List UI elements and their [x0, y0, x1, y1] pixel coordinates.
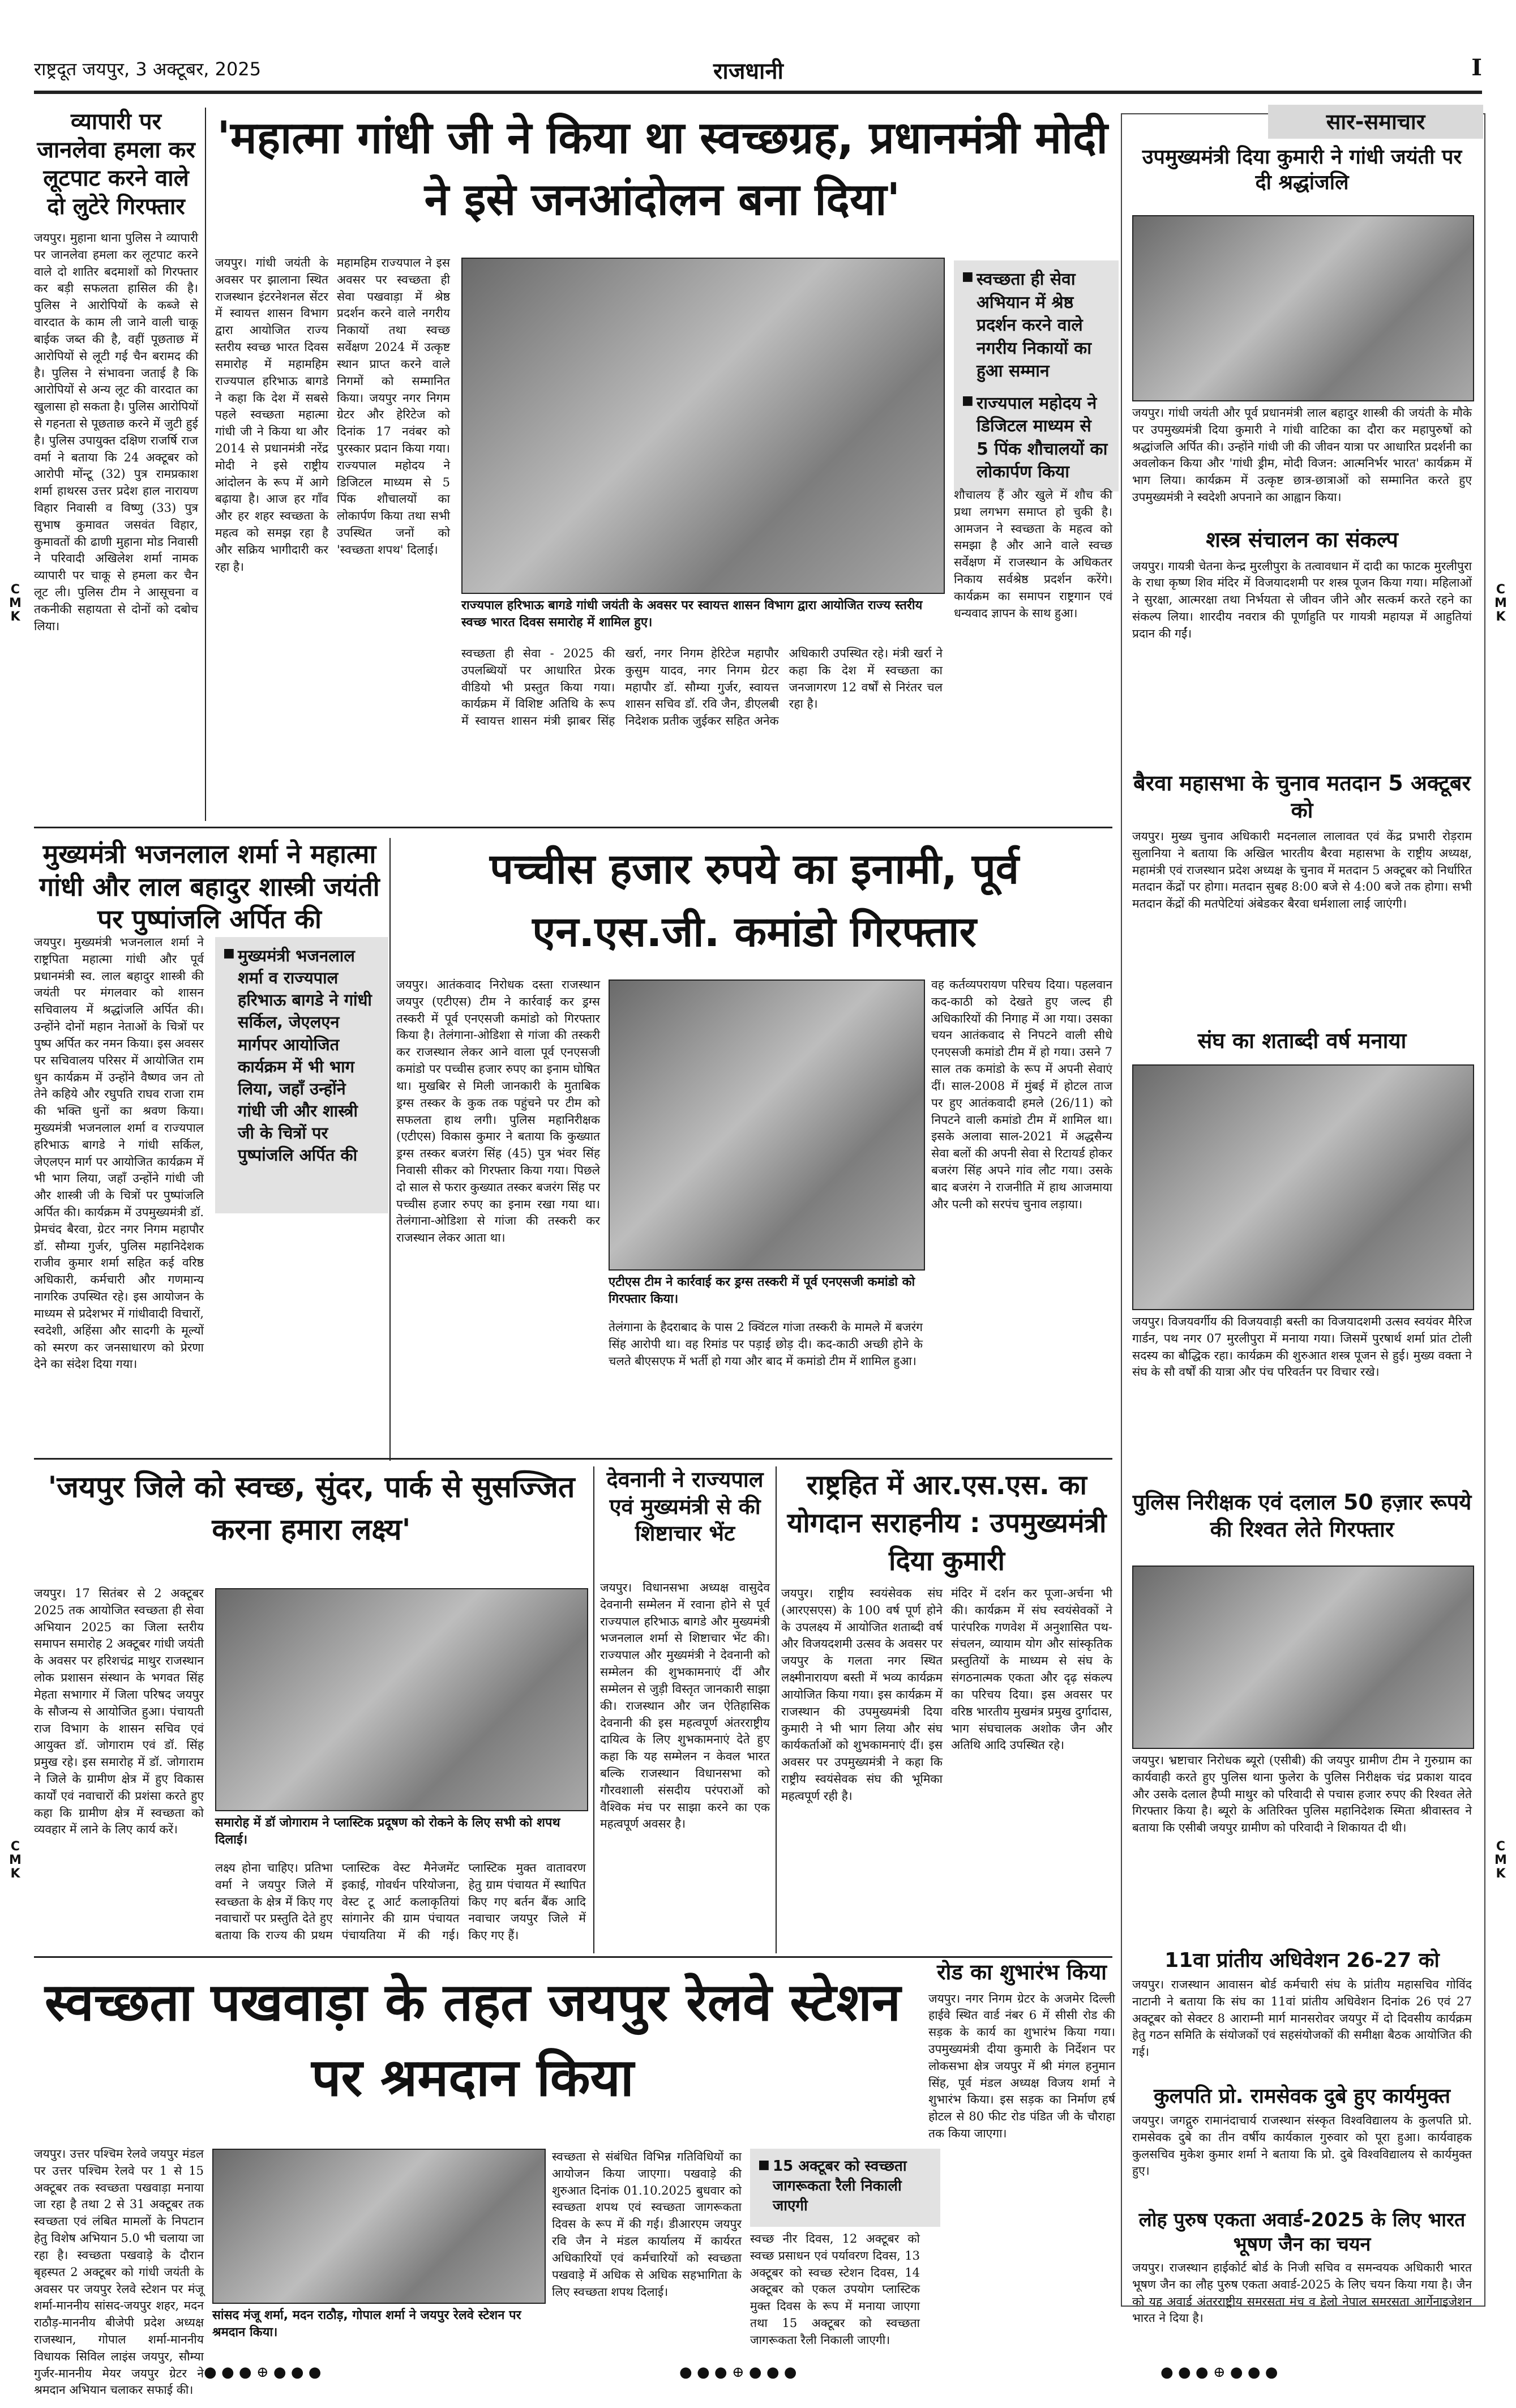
header-page-number: I [1471, 54, 1482, 81]
jaipur-clean-body-right-wrap [215, 1860, 586, 1951]
rss-body-right: मंदिर में दर्शन कर पूजा-अर्चना भी की। कार्यक्रम में संघ स्वयंसेवकों ने पारंपरिक गणवेश में अनुशासित पथ-संचलन, व्यायाम योग और सांस्कृतिक प्रस्तुतियों के माध्यम से संघ के संगठनात्मक एकता और दृढ़ संकल्प का परिचय दिया। इस अवसर पर वरिष्ठ भारतीय मुखमंत्र प्रमुख दुर्गादास, भाग संघचालक अशोक जैन और अतिथि आदि उपस्थित रहे। [951, 1586, 1112, 1752]
column-divider [389, 838, 391, 1461]
rss-body: जयपुर। राष्ट्रीय स्वयंसेवक संघ (आरएसएस) के 100 वर्ष पूर्ण होने के उपलक्ष्य में आयोजित शताब्दी वर्ष और विजयदशमी उत्सव के अवसर पर जयपुर के गलता नगर स्थित लक्ष्मीनारायण बस्ती में भव्य कार्यक्रम आयोजित किया गया। इस कार्यक्रम में राजस्थान की उपमुख्यमंत्री दिया कुमारी ने भी भाग लिया और संघ कार्यकर्ताओं को शुभकामनाएं दीं। इस अवसर पर उपमुख्यमंत्री ने कहा कि राष्ट्रीय स्वयंसेवक संघ की भूमिका महत्वपूर्ण रही है। [781, 1586, 943, 1803]
jaipur-clean-headline-box [34, 1466, 589, 1580]
rail-body-wrap [34, 2146, 204, 2397]
commando-body: जयपुर। आतंकवाद निरोधक दस्ता राजस्थान जयपुर (एटीएस) टीम ने कार्रवाई कर ड्रग्स तस्करी में पूर्व एनएसजी कमांडो को गिरफ्तार किया है। तेलंगाना-ओडिशा से गांजा की तस्करी कर राजस्थान लेकर आने वाला पूर्व एनएसजी कमांडो पर पच्चीस हजार रुपए का इनाम घोषित था। मुखबिर से मिली जानकारी के मुताबिक ड्रग्स तस्कर के कुक तक पहुंचने पर टीम को सफलता हाथ लगी। पुलिस महानिरीक्षक (एटीएस) विकास कुमार ने बताया कि कुख्यात ड्रग्स तस्कर बजरंग सिंह (45) पुत्र भंवर सिंह निवासी सीकर को गिरफ्तार किया गया। पिछले दो साल से फरार कुख्यात तस्कर बजरंग सिंह पर पच्चीस हजार रुपए का इनाम रखा गया था। तेलंगाना-ओडिशा से गांजा की तस्करी कर राजस्थान लेकर आता था। [396, 978, 600, 1245]
section-divider [34, 1458, 1112, 1460]
sidebar-item-7 [1132, 1948, 1472, 2078]
commando-body-right-wrap [931, 977, 1112, 1447]
jaipur-clean-headline: 'जयपुर जिले को स्वच्छ, सुंदर, पार्क से सुसज्जित करना हमारा लक्ष्य' [48, 1470, 575, 1547]
sidebar-item-8-body: जयपुर। जगद्गुरु रामानंदाचार्य राजस्थान संस्कृत विश्वविद्यालय के कुलपति प्रो. रामसेवक दुबे का तीन वर्षीय कार्यकाल गुरुवार को पूरा हुआ। कार्यवाहक कुलसचिव मुकेश कुमार शर्मा ने बताया कि प्रो. दुबे विश्वविद्यालय से कार्यमुक्त हुए। [1132, 2114, 1472, 2178]
margin-marks-left-bottom: C M K [9, 1840, 22, 1881]
cm-body-wrap [34, 934, 204, 1444]
rail-headline: स्वच्छता पखवाड़ा के तहत जयपुर रेलवे स्टेशन पर श्रमदान किया [44, 1972, 901, 2108]
rail-body-right: स्वच्छ नीर दिवस, 12 अक्टूबर को स्वच्छ प्रसाधन एवं पर्यावरण दिवस, 13 अक्टूबर को स्वच्छ स्टेशन दिवस, 14 अक्टूबर को एकल उपयोग प्लास्टिक मुक्त दिवस के रूप में मनाया जाएगा तथा 15 अक्टूबर को स्वच्छता जागरूकता रैली निकाली जाएगी। [750, 2232, 920, 2347]
sidebar-photo-2 [1132, 1064, 1474, 1310]
footer-registration-marks: ● ● ● ⊕ ● ● ● [204, 2364, 322, 2381]
commando-body-mid: तेलंगाना के हैदराबाद के पास 2 क्विंटल गांजा तस्करी के मामले में बजरंग सिंह आरोपी था। वह रिमांड पर पड़ाई छोड़ दी। कद-काठी अच्छी होने के चलते बीएसएफ में भर्ती हो गया और बाद में कमांडो टीम में शामिल हुआ। [609, 1320, 923, 1368]
margin-marks-left-top: C M K [9, 583, 22, 625]
footer-registration-marks: ● ● ● ⊕ ● ● ● [1160, 2364, 1278, 2381]
sidebar-item-2 [1132, 527, 1472, 764]
sidebar-item-7-body: जयपुर। राजस्थान आवासन बोर्ड कर्मचारी संघ के प्रांतीय महासचिव गोविंद नाटानी ने बताया कि संघ का 11वां प्रांतीय अधिवेशन दिनांक 26 एवं 27 अक्टूबर को सेक्टर 8 आराम्नी मार्ग मानसरोवर जयपुर में दो दिवसीय कार्यक्रम हेतु गठन समिति के संयोजकों एवं सहसंयोजकों की समीक्षा बैठक आयोजित की गई। [1132, 1978, 1472, 2059]
sidebar-item-2-headline: शस्त्र संचालन का संकल्प [1206, 527, 1398, 552]
sidebar-item-6-body: जयपुर। नगर निगम ग्रेटर के अजमेर दिल्ली हाईवे स्थित वार्ड नंबर 6 में सीसी रोड की सड़क के कार्य का शुभारंभ किया गया। उपमुख्यमंत्री दीया कुमारी के निर्देशन पर लोकसभा क्षेत्र जयपुर में श्री मंगल हनुमान सिंह, पूर्व मंडल अध्यक्ष विजय शर्मा ने शुभारंभ किया। इस सड़क का निर्माण हर्ष होटल से 80 फीट रोड पंडित जी के चौराहा तक किया जाएगा। [928, 1991, 1115, 2140]
cm-headline: मुख्यमंत्री भजनलाल शर्मा ने महात्मा गांधी और लाल बहादुर शास्त्री जयंती पर पुष्पांजलि अर्पित की [39, 839, 380, 934]
rail-photo [212, 2149, 546, 2304]
sidebar-item-6-headline: रोड का शुभारंभ किया [937, 1960, 1107, 1984]
rss-headline: राष्ट्रहित में आर.एस.एस. का योगदान सराहनीय : उपमुख्यमंत्री दिया कुमारी [787, 1469, 1107, 1577]
robbery-headline: व्यापारी पर जानलेवा हमला कर लूटपाट करने वाले दो लुटेरे गिरफ्तार [37, 109, 195, 220]
rss-body-right-wrap [951, 1585, 1112, 1948]
rail-body-right-wrap [750, 2231, 920, 2355]
lead-photo-caption: राज्यपाल हरिभाऊ बागडे गांधी जयंती के अवसर पर स्वायत्त शासन विभाग द्वारा आयोजित राज्य स्तरीय स्वच्छ भारत दिवस समारोह में शामिल हुए। [461, 598, 923, 630]
sidebar-item-5-body: जयपुर। भ्रष्टाचार निरोधक ब्यूरो (एसीबी) की जयपुर ग्रामीण टीम ने गुरुग्राम का कार्यवाही करते हुए पुलिस थाना फुलेरा के पुलिस निरीक्षक चंद्र प्रकाश यादव और उसके दलाल हैप्पी माथुर को परिवादी से पचास हजार रुपए की रिश्वत लेते गिरफ्तार किया है। ब्यूरो के अतिरिक्त पुलिस महानिदेशक स्मिता श्रीवास्तव ने बताया कि एसीबी जयपुर ग्रामीण को परिवादी ने शिकायत दी थी। [1132, 1753, 1472, 1835]
column-divider [776, 1466, 777, 1953]
lead-highlight-2: ■ राज्यपाल महोदय ने डिजिटल माध्यम से 5 पिंक शौचालयों का लोकार्पण किया [964, 392, 1108, 484]
lead-body-bottom: स्वच्छता ही सेवा - 2025 की उपलब्धियों पर आधारित प्रेरक वीडियो भी प्रस्तुत किया गया। कार्यक्रम में विशिष्ट अतिथि के रूप में स्वायत्त शासन मंत्री झाबर सिंह खर्रा, नगर निगम हेरिटेज महापौर कुसुम यादव, नगर निगम ग्रेटर महापौर डॉ. सौम्या गुर्जर, स्वायत्त शासन सचिव डॉ. रवि जैन, डीएलबी निदेशक प्रतीक जुईकर सहित अनेक अधिकारी उपस्थित रहे। मंत्री खर्रा ने कहा कि देश में स्वच्छता का जनजागरण 12 वर्षों से निरंतर चल रहा है। [461, 647, 943, 728]
lead-body-left-wrap [215, 255, 328, 651]
section-divider [34, 1956, 1112, 1958]
commando-photo [609, 980, 925, 1271]
column-divider [593, 1466, 594, 1953]
header-section: राजधानी [713, 58, 783, 84]
lead-body-mid: महामहिम राज्यपाल ने इस अवसर पर स्वच्छता ही सेवा पखवाड़ा में श्रेष्ठ प्रदर्शन करने वाले नगरीय निकायों तथा स्वच्छ सर्वेक्षण 2024 में उत्कृष्ट स्थान प्राप्त करने वाले निगमों को सम्मानित किया। जयपुर नगर निगम ग्रेटर और हेरिटेज को दिनांक 17 नवंबर को पुरस्कार प्रदान किया गया। राज्यपाल महोदय ने डिजिटल माध्यम से 5 पिंक शौचालयों का लोकार्पण किया तथा सभी उपस्थित जनों को 'स्वच्छता शपथ' दिलाई। [337, 256, 450, 557]
sidebar-item-8-headline: कुलपति प्रो. रामसेवक दुबे हुए कार्यमुक्त [1154, 2085, 1450, 2108]
sidebar-item-5-body-wrap [1132, 1752, 1472, 1939]
cm-highlight-box [215, 937, 388, 1213]
sidebar-item-3-body: जयपुर। मुख्य चुनाव अधिकारी मदनलाल लालावत एवं केंद्र प्रभारी रोड़राम सुलानिया ने बताया कि अखिल भारतीय बैरवा महासभा के राष्ट्रीय अध्यक्ष, महामंत्री एवं राजस्थान प्रदेश अध्यक्ष के चुनाव में मतदान 5 अक्टूबर को निर्धारित मतदान केंद्रों पर होगा। मतदान सुबह 8:00 बजे से 4:00 बजे तक होगा। सभी मतदान केंद्रों की मतपेटियां अंबेडकर बैरवा धर्मशाला लाई जाएंगी। [1132, 829, 1472, 911]
commando-photo-caption: एटीएस टीम ने कार्रवाई कर ड्रग्स तस्करी में पूर्व एनएसजी कमांडो को गिरफ्तार किया। [609, 1275, 915, 1306]
sidebar-item-1 [1132, 144, 1472, 212]
sidebar-item-9 [1132, 2208, 1472, 2325]
lead-body-mid-wrap [337, 255, 450, 651]
lead-body-right-wrap [954, 487, 1112, 815]
jaipur-clean-body-wrap [34, 1585, 204, 1948]
commando-body-right: वह कर्तव्यपरायण परिचय दिया। पहलवान कद-काठी को देखते हुए जल्द ही अधिकारियों की निगाह में आ गया। उसका चयन आतंकवाद से निपटने वाली सीधे एनएसजी कमांडो टीम में हो गया। उसने 7 साल तक कमांडो के रूप में अपनी सेवाएं दीं। साल-2008 में मुंबई में होटल ताज पर हुए आतंकवादी हमले (26/11) को निपटने वाली कमांडो टीम में शामिल था। इसके अलावा साल-2021 में अद्धसैन्य सेवा बलों की अपनी सेवा से रिटायर्ड होकर बजरंग सिंह अपने गांव लौट गया। उसके बाद बजरंग ने राजनीति में हाथ आजमाया और पत्नी को सरपंच चुनाव लड़ाया। [931, 978, 1112, 1211]
sidebar-item-3 [1132, 770, 1472, 1019]
devnani-headline: देवनानी ने राज्यपाल एवं मुख्यमंत्री से की शिष्टाचार भेंट [606, 1467, 764, 1546]
sidebar-item-1-body: जयपुर। गांधी जयंती और पूर्व प्रधानमंत्री लाल बहादुर शास्त्री की जयंती के मौके पर उपमुख्यमंत्री दिया कुमारी ने गांधी वाटिका का दौरा कर महापुरुषों को श्रद्धांजलि अर्पित की। उन्होंने गांधी जी की जीवन यात्रा पर आधारित प्रदर्शनी का अवलोकन किया और 'गांधी ड्रीम, मोदी विजन: आत्मनिर्भर भारत' कार्यक्रम में भाग लिया। कार्यक्रम में उत्कृष्ट छात्र-छात्राओं को सम्मानित करते हुए उपमुख्यमंत्री ने स्वदेशी अपनाने का आह्वान किया। [1132, 406, 1472, 504]
rail-body-mid-wrap [552, 2149, 742, 2355]
commando-body-wrap [396, 977, 600, 1447]
commando-headline: पच्चीस हजार रुपये का इनामी, पूर्व एन.एस.जी. कमांडो गिरफ्तार [489, 845, 1020, 956]
rail-highlight: ■ 15 अक्टूबर को स्वच्छता जागरूकता रैली निकाली जाएगी [760, 2157, 930, 2216]
rail-headline-box [34, 1965, 911, 2135]
sidebar-item-5-headline: पुलिस निरीक्षक एवं दलाल 50 हज़ार रूपये की रिश्वत लेते गिरफ्तार [1132, 1490, 1472, 1542]
commando-headline-box [396, 838, 1112, 974]
rail-highlight-box [750, 2149, 940, 2227]
margin-marks-right-top: C M K [1494, 583, 1507, 625]
devnani-body: जयपुर। विधानसभा अध्यक्ष वासुदेव देवनानी सम्मेलन में रवाना होने से पूर्व राज्यपाल हरिभाऊ बागडे और मुख्यमंत्री भजनलाल शर्मा से शिष्टाचार भेंट की। राज्यपाल और मुख्यमंत्री ने देवनानी को सम्मेलन की शुभकामनाएं दीं और सम्मेलन से जुड़ी विस्तृत जानकारी साझा की। राजस्थान और जन ऐतिहासिक देवनानी की इस महत्वपूर्ण अंतरराष्ट्रीय दायित्व के लिए शुभकामनाएं देते हुए कहा कि यह सम्मेलन न केवल भारत बल्कि राजस्थान विधानसभा को गौरवशाली संसदीय परंपराओं को वैश्विक मंच पर साझा करने का एक महत्वपूर्ण अवसर है। [600, 1581, 770, 1831]
lead-body-right: शौचालय हैं और खुले में शौच की प्रथा लगभग समाप्त हो चुकी है। आमजन ने स्वच्छता के महत्व को समझा है और आने वाले स्वच्छ सर्वेक्षण में राजस्थान के अधिकतर निकाय सर्वश्रेष्ठ प्रदर्शन करेंगे। कार्यक्रम का समापन राष्ट्रगान एवं धन्यवाद ज्ञापन के साथ हुआ। [954, 488, 1112, 620]
page-header [34, 51, 1482, 94]
sidebar-item-9-body: जयपुर। राजस्थान हाईकोर्ट बोर्ड के निजी सचिव व समन्वयक अधिकारी भारत भूषण जैन का लौह पुरुष एकता अवार्ड-2025 के लिए चयन किया गया है। जैन को यह अवार्ड अंतरराष्ट्रीय समरसता मंच व हेलो नेपाल समरसता आर्गेनाइजेशन भारत ने दिया है। [1132, 2261, 1472, 2325]
cm-body: जयपुर। मुख्यमंत्री भजनलाल शर्मा ने राष्ट्रपिता महात्मा गांधी और पूर्व प्रधानमंत्री स्व. लाल बहादुर शास्त्री की जयंती पर मंगलवार को शासन सचिवालय में श्रद्धांजलि अर्पित की। उन्होंने दोनों महान नेताओं के चित्रों पर पुष्प अर्पित कर नमन किया। इस अवसर पर सचिवालय परिसर में आयोजित राम धुन कार्यक्रम में उन्होंने वैष्णव जन तो तेने कहिये और रघुपति राघव राजा राम की भक्ति धुनों का श्रवण किया। मुख्यमंत्री भजनलाल शर्मा व राज्यपाल हरिभाऊ बागडे ने गांधी सर्किल, जेएलएन मार्ग पर आयोजित कार्यक्रम में भी भाग लिया, जहाँ उन्होंने गांधी जी और शास्त्री जी के चित्रों पर पुष्पांजलि अर्पित की। कार्यक्रम में उपमुख्यमंत्री डॉ. प्रेमचंद बैरवा, ग्रेटर नगर निगम महापौर डॉ. सौम्या गुर्जर, पुलिस महानिदेशक राजीव कुमार शर्मा सहित कई वरिष्ठ अधिकारी, कर्मचारी और गणमान्य नागरिक उपस्थित रहे। इस आयोजन के माध्यम से प्रदेशभर में गांधीवादी विचारों, स्वदेशी, अहिंसा और सादगी के मूल्यों को स्मरण कर जनसाधारण को प्रेरणा देने का संदेश दिया गया। [34, 935, 204, 1371]
sidebar-item-6 [928, 1959, 1115, 2355]
sidebar-photo-1 [1132, 215, 1474, 401]
lead-highlights [954, 260, 1119, 491]
margin-marks-right-bottom: C M K [1494, 1840, 1507, 1881]
sidebar-item-4-body: जयपुर। विजयवर्गीय की विजयवाड़ी बस्ती का विजयादशमी उत्सव स्वयंवर मैरिज गार्डन, पथ नगर 07 मुरलीपुरा में मनाया गया। जिसमें पुरषार्थ शर्मा प्रांत टोली सदस्य का बौद्धिक रहा। कार्यक्रम की शुरुआत शस्त्र पूजन से हुई। मुख्य वक्ता ने संघ के सौ वर्षों की यात्रा और पंच परिवर्तन पर विचार रखे। [1132, 1315, 1472, 1379]
robbery-body: जयपुर। मुहाना थाना पुलिस ने व्यापारी पर जानलेवा हमला कर लूटपाट करने वाले दो शातिर बदमाशों को गिरफ्तार कर बड़ी सफलता हासिल की है। पुलिस ने आरोपियों के कब्जे से वारदात के काम ली जाने वाली चाकू बाईक जब्त की है, वहीं पूछताछ में आरोपियों से लूटी गई चैन बरामद की है। पुलिस ने संभावना जताई है कि आरोपियों से अन्य लूट की वारदात का खुलासा हो सकता है। पुलिस आरोपियों से गहनता से पूछताछ करने में जुटी हुई है। पुलिस उपायुक्त दक्षिण राजर्षि राज वर्मा ने बताया कि 24 अक्टूबर को आरोपी मोंन्टू (32) पुत्र रामप्रकाश शर्मा हाथरस उत्तर प्रदेश हाल नारायण विहार निवासी व विष्णु (33) पुत्र सुभाष कुमावत जसवंत विहार, कुमावतों की ढाणी मुहाना मोड निवासी ने परिवादी अखिलेश शर्मा नामक व्यापारी पर चाकू से हमला कर चैन लूट ली। पुलिस टीम ने आसूचना व तकनीकी सहायता से दोनों को दबोच लिया। [34, 231, 198, 633]
lead-body-bottom-wrap [461, 645, 943, 815]
robbery-story [34, 108, 198, 821]
sidebar-item-9-headline: लोह पुरुष एकता अवार्ड-2025 के लिए भारत भूषण जैन का चयन [1138, 2209, 1466, 2256]
cm-highlight: ■ मुख्यमंत्री भजनलाल शर्मा व राज्यपाल हरिभाऊ बागडे ने गांधी सर्किल, जेएलएन मार्गपर आयोजित कार्यक्रम में भी भाग लिया, जहाँ उन्होंने गांधी जी और शास्त्री जी के चित्रों पर पुष्पांजलि अर्पित की [225, 945, 378, 1166]
devnani-body-wrap [600, 1580, 770, 1951]
footer-registration-marks: ● ● ● ⊕ ● ● ● [679, 2364, 797, 2381]
lead-headline-box [212, 108, 1112, 243]
rss-body-wrap [781, 1585, 943, 1948]
commando-body-mid-wrap [609, 1319, 923, 1449]
sidebar-title: सार-समाचार [1268, 105, 1483, 139]
jaipur-clean-photo [215, 1588, 588, 1811]
jaipur-clean-body: जयपुर। 17 सितंबर से 2 अक्टूबर 2025 तक आयोजित स्वच्छता ही सेवा अभियान 2025 का जिला स्तरीय समापन समारोह 2 अक्टूबर गांधी जयंती के अवसर पर हरिशचंद्र माथुर राजस्थान लोक प्रशासन संस्थान के भगवत सिंह मेहता सभागार में जिला परिषद जयपुर के सौजन्य से आयोजित हुआ। पंचायती राज विभाग के शासन सचिव एवं आयुक्त डॉ. जोगाराम एवं डॉ. सिंह प्रमुख रहे। इस समारोह में डॉ. जोगाराम ने जिले के ग्रामीण क्षेत्र में हुए विकास कार्यों एवं नवाचारों की प्रशंसा करते हुए कहा कि ग्रामीण क्षेत्र में स्वच्छता को व्यवहार में लाने के लिए कार्य करें। [34, 1586, 204, 1837]
sidebar-item-3-headline: बैरवा महासभा के चुनाव मतदान 5 अक्टूबर को [1133, 771, 1471, 823]
sidebar-item-4-headline: संघ का शताब्दी वर्ष मनाया [1197, 1028, 1407, 1053]
jaipur-clean-body-right: लक्ष्य होना चाहिए। प्रतिभा वर्मा ने जयपुर जिले में स्वच्छता के क्षेत्र में किए गए नवाचारों पर प्रस्तुति देते हुए बताया कि राज्य की प्रथम प्लास्टिक वेस्ट मैनेजमेंट इकाई, गोवर्धन परियोजना, वेस्ट टू आर्ट कलाकृतियां सांगानेर की ग्राम पंचायत पंचायतिया में की गई। प्लास्टिक मुक्त वातावरण हेतु ग्राम पंचायत में स्थापित किए गए बर्तन बैंक आदि नवाचार जयपुर जिले में किए गए हैं। [215, 1861, 586, 1943]
sidebar-item-4-body-wrap [1132, 1314, 1472, 1483]
sidebar-item-5 [1132, 1489, 1472, 1563]
lead-photo [461, 258, 945, 594]
lead-headline: 'महात्मा गांधी जी ने किया था स्वच्छग्रह, प्रधानमंत्री मोदी ने इसे जनआंदोलन बना दिया' [217, 113, 1108, 226]
sidebar-item-2-body: जयपुर। गायत्री चेतना केन्द्र मुरलीपुरा के तत्वावधान में दादी का फाटक मुरलीपुरा के राधा कृष्ण शिव मंदिर में विजयादशमी पर शस्त्र पूजन किया गया। महिलाओं ने सुरक्षा, आत्मरक्षा तथा निर्भयता से जीवन जीने और सत्कर्म करते रहने का संकल्प लिया। शारदीय नवरात्र की पूर्णाहुति पर गायत्री महायज्ञ में आहुतियां प्रदान की गईं। [1132, 559, 1472, 640]
devnani-headline-box [600, 1466, 770, 1574]
section-divider [34, 827, 1112, 828]
header-date: राष्ट्रदूत जयपुर, 3 अक्टूबर, 2025 [34, 58, 262, 80]
sidebar-item-1-headline: उपमुख्यमंत्री दिया कुमारी ने गांधी जयंती पर दी श्रद्धांजलि [1142, 146, 1462, 194]
sidebar-item-8 [1132, 2084, 1472, 2202]
rail-body: जयपुर। उत्तर पश्चिम रेलवे जयपुर मंडल पर उत्तर पश्चिम रेलवे पर 1 से 15 अक्टूबर तक स्वच्छता पखवाड़ा मनाया जा रहा है तथा 2 से 31 अक्टूबर तक स्वच्छता एवं लंबित मामलों के निपटान हेतु विशेष अभियान 5.0 भी चलाया जा रहा है। स्वच्छता पखवाड़े के दौरान बृहस्पत 2 अक्टूबर को गांधी जयंती के अवसर पर जयपुर रेलवे स्टेशन पर मंजू शर्मा-माननीय सांसद-जयपुर शहर, मदन राठौड़-माननीय बीजेपी प्रदेश अध्यक्ष राजस्थान, गोपाल शर्मा-माननीय विधायक सिविल लाइंस जयपुर, सौम्या गुर्जर-माननीय मेयर जयपुर ग्रेटर ने श्रमदान अभियान चलाकर सफाई की। [34, 2147, 204, 2397]
rail-body-mid: स्वच्छता से संबंधित विभिन्न गतिविधियों का आयोजन किया जाएगा। पखवाड़े की शुरुआत दिनांक 01.10.2025 बुधवार को स्वच्छता शपथ एवं स्वच्छता जागरूकता दिवस के रूप में की गई। डीआरएम जयपुर रवि जैन ने मंडल कार्यालय में कार्यरत अधिकारियों एवं कर्मचारियों को स्वच्छता पखवाड़े में अधिक से अधिक सहभागिता के लिए स्वच्छता शपथ दिलाई। [552, 2150, 742, 2299]
rss-headline-box [781, 1466, 1112, 1580]
lead-body-left: जयपुर। गांधी जयंती के अवसर पर झालाना स्थित राजस्थान इंटरनेशनल सेंटर में स्वायत्त शासन विभाग द्वारा आयोजित राज्य स्तरीय स्वच्छ भारत दिवस समारोह में महामहिम राज्यपाल हरिभाऊ बागडे ने कहा कि देश में सबसे पहले स्वच्छता महात्मा गांधी जी ने किया था और 2014 से प्रधानमंत्री नरेंद्र मोदी ने इसे राष्ट्रीय आंदोलन के रूप में आगे बढ़ाया है। आज हर गाँव और हर शहर स्वच्छता के महत्व को समझ रहा है और सक्रिय भागीदारी कर रहा है। [215, 256, 328, 574]
sidebar-item-7-headline: 11वा प्रांतीय अधिवेशन 26-27 को [1164, 1949, 1440, 1972]
lead-highlight-1: ■ स्वच्छता ही सेवा अभियान में श्रेष्ठ प्रदर्शन करने वाले नगरीय निकायों का हुआ सम्मान [964, 268, 1108, 383]
jaipur-clean-photo-caption: समारोह में डॉ जोगाराम ने प्लास्टिक प्रदूषण को रोकने के लिए सभी को शपथ दिलाई। [215, 1816, 560, 1847]
sidebar-item-4 [1132, 1028, 1472, 1062]
column-divider [205, 108, 206, 821]
cm-headline-box [34, 838, 385, 934]
sidebar-photo-3 [1132, 1566, 1474, 1749]
rail-photo-caption: सांसद मंजू शर्मा, मदन राठौड़, गोपाल शर्मा ने जयपुर रेलवे स्टेशन पर श्रमदान किया। [212, 2308, 521, 2339]
sidebar-item-1-body-wrap [1132, 405, 1472, 524]
